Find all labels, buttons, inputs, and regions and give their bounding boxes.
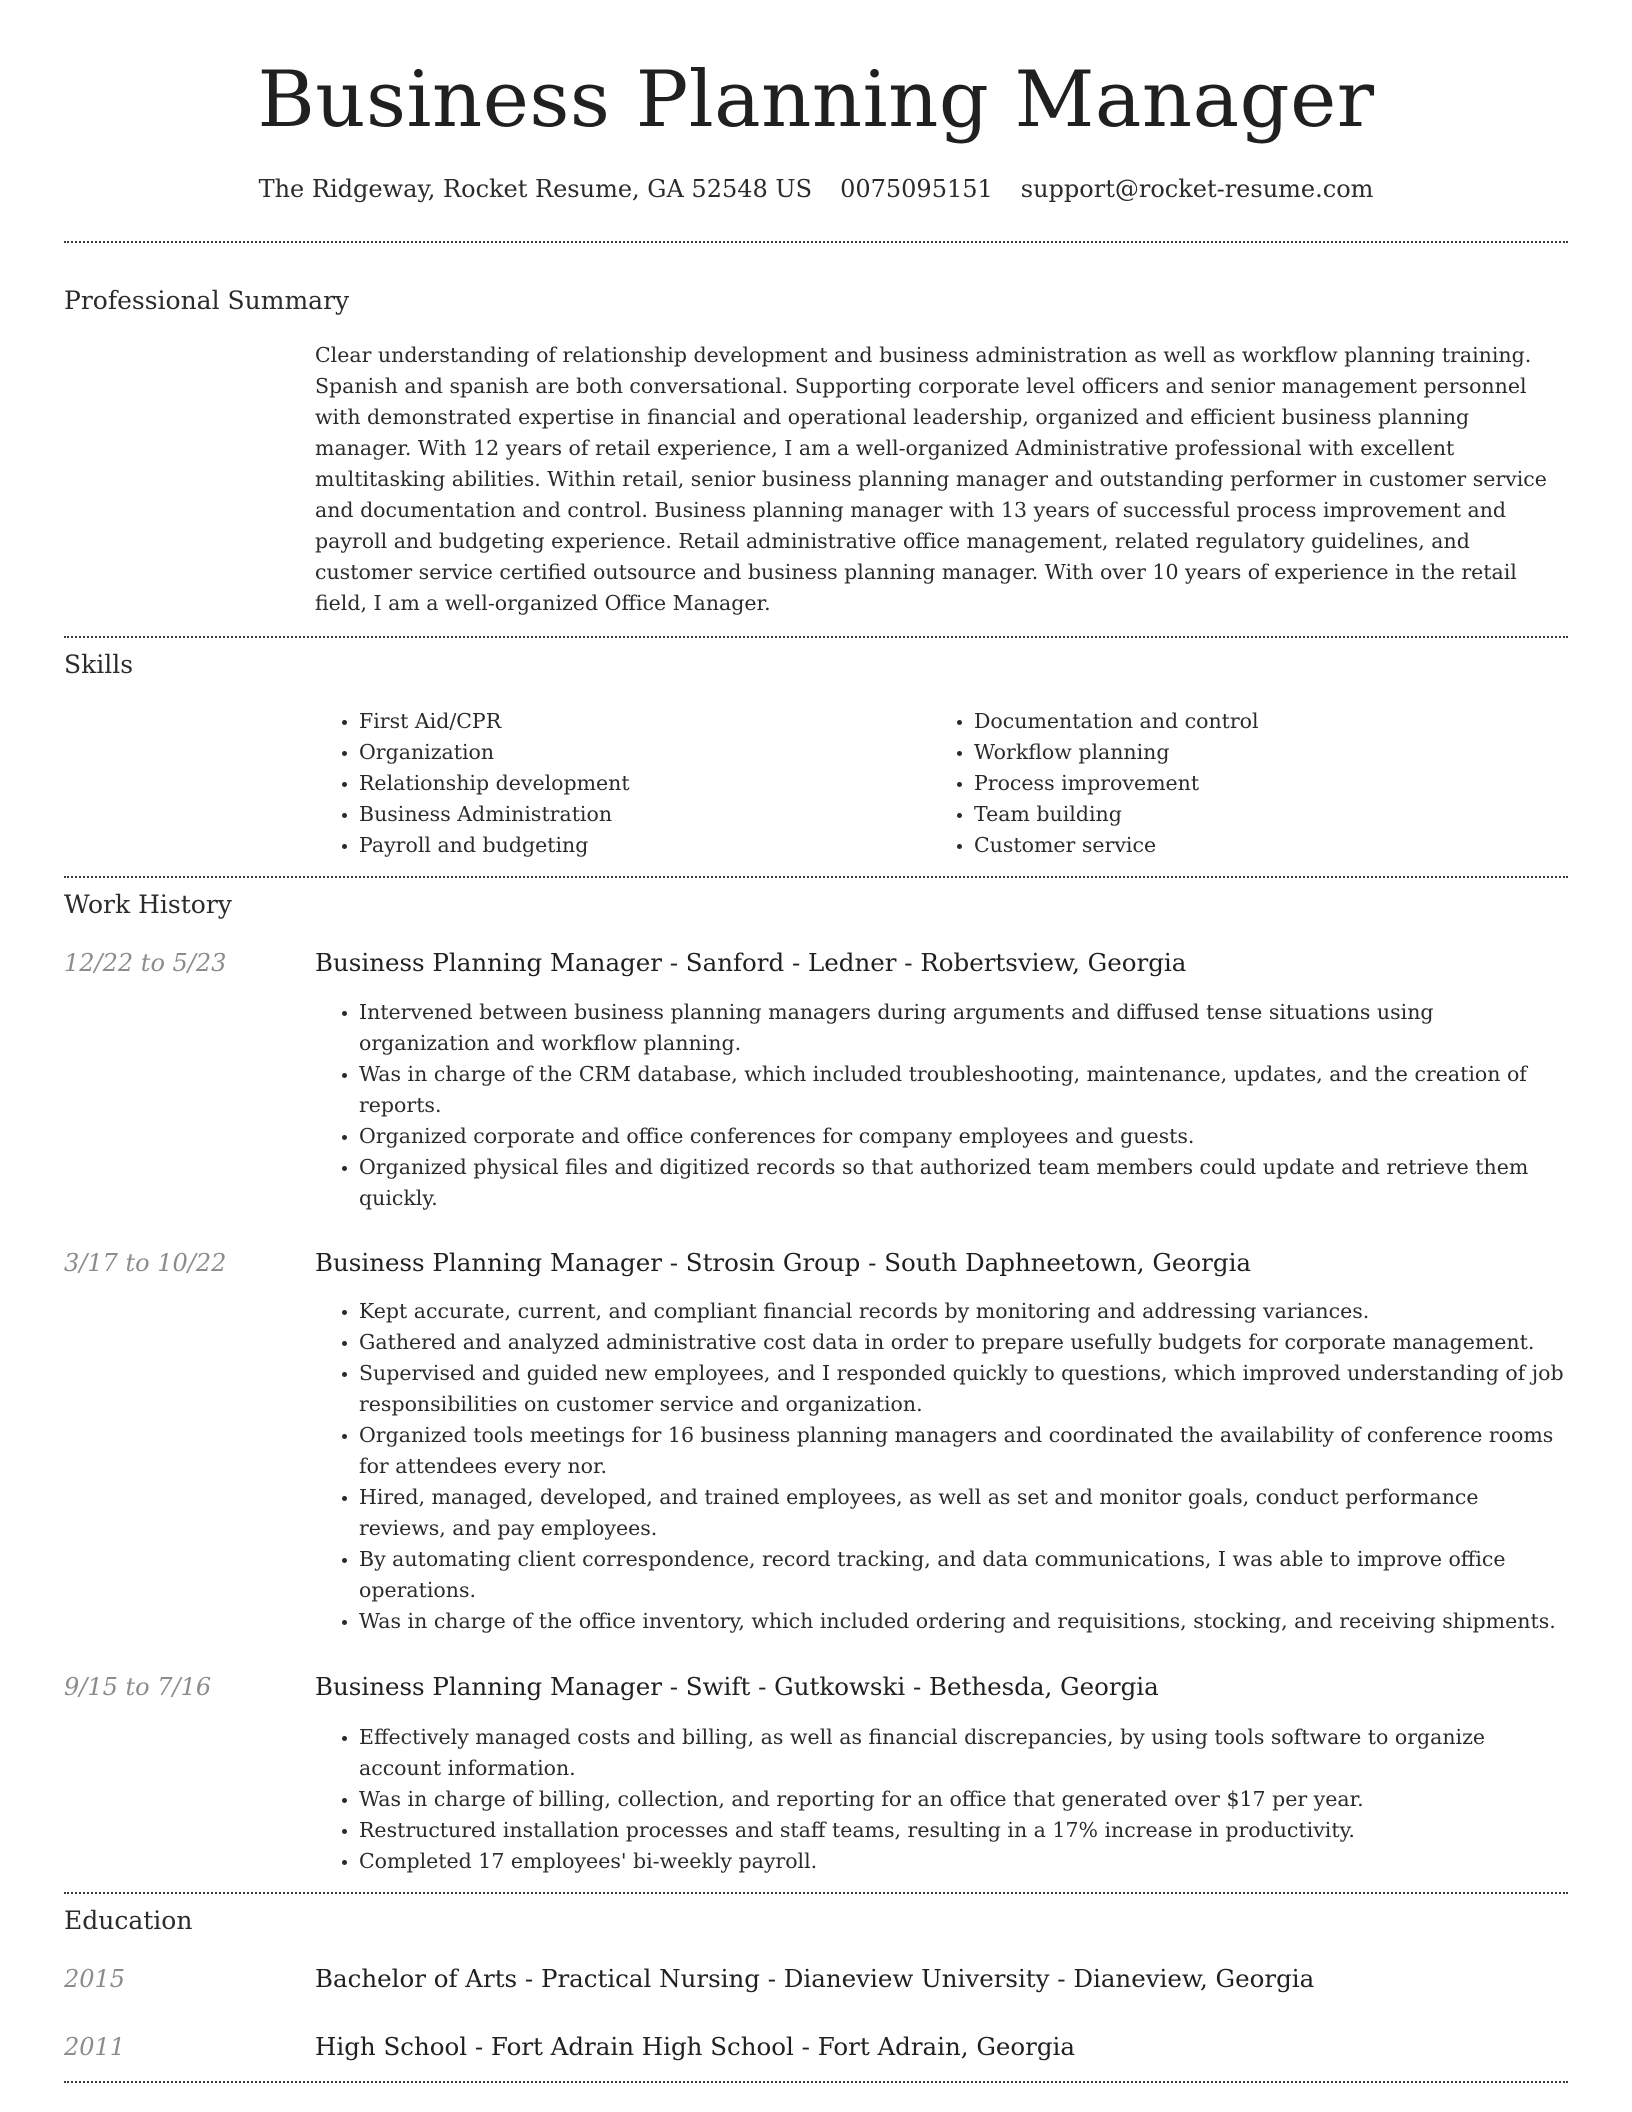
job-heading: Business Planning Manager - Swift - Gutkowski - Bethesda, Georgia	[315, 1672, 1159, 1701]
job-bullet: • Hired, managed, developed, and trained employees, as well as set and monitor goals, conduct performance reviews, and pay employees.	[359, 1482, 1565, 1544]
education-heading: Bachelor of Arts - Practical Nursing - Dianeview University - Dianeview, Georgia	[315, 1964, 1315, 1993]
divider	[64, 2081, 1568, 2083]
summary-text: Clear understanding of relationship development and business administration as well as workflow planning training. Spanish and spanish are both conversational. Supporting corporate level officers and senior management personnel with demonstrated expertise in financial and operational leadership, organized and efficient business planning manager. With 12 years of retail experience, I am a well-organized Administrative professional with excellent multitasking abilities. Within retail, senior business planning manager and outstanding performer in customer service and documentation and control. Business planning manager with 13 years of successful process improvement and payroll and budgeting experience. Retail administrative office management, related regulatory guidelines, and customer service certified outsource and business planning manager. With over 10 years of experience in the retail field, I am a well-organized Office Manager.	[315, 343, 1547, 615]
skills-list-left	[315, 706, 915, 861]
skill-item: • First Aid/CPR	[359, 706, 915, 737]
skill-item: • Relationship development	[359, 768, 915, 799]
job-bullet: • Organized corporate and office conferences for company employees and guests.	[359, 1121, 1565, 1152]
job-dates: 3/17 to 10/22	[64, 1249, 227, 1277]
job-bullet: • Organized tools meetings for 16 business planning managers and coordinated the availability of conference rooms for attendees every nor.	[359, 1420, 1565, 1482]
job-dates: 9/15 to 7/16	[64, 1673, 212, 1701]
job-bullets	[315, 1296, 1565, 1637]
job-bullets	[315, 1722, 1565, 1877]
divider	[64, 1892, 1568, 1894]
job-bullet: • Was in charge of the CRM database, which included troubleshooting, maintenance, updates, and the creation of reports.	[359, 1059, 1565, 1121]
job-heading: Business Planning Manager - Strosin Group - South Daphneetown, Georgia	[315, 1248, 1252, 1277]
education-year: 2011	[64, 2033, 126, 2061]
section-title-education: Education	[64, 1906, 193, 1935]
job-bullet: • Gathered and analyzed administrative cost data in order to prepare usefully budgets for corporate management.	[359, 1327, 1565, 1358]
job-heading: Business Planning Manager - Sanford - Ledner - Robertsview, Georgia	[315, 948, 1187, 977]
divider	[64, 241, 1568, 243]
contact-phone: 0075095151	[840, 175, 993, 203]
job-bullets	[315, 997, 1565, 1214]
divider	[64, 876, 1568, 878]
contact-address: The Ridgeway, Rocket Resume, GA 52548 US	[258, 175, 813, 203]
skill-item: • Organization	[359, 737, 915, 768]
job-bullet: • Was in charge of billing, collection, and reporting for an office that generated over $17 per year.	[359, 1784, 1565, 1815]
skill-item: • Process improvement	[974, 768, 1530, 799]
divider	[64, 636, 1568, 638]
job-bullet: • By automating client correspondence, record tracking, and data communications, I was able to improve office operations.	[359, 1544, 1565, 1606]
job-bullet: • Was in charge of the office inventory, which included ordering and requisitions, stocking, and receiving shipments.	[359, 1606, 1565, 1637]
section-title-work: Work History	[64, 890, 232, 919]
education-heading: High School - Fort Adrain High School - Fort Adrain, Georgia	[315, 2032, 1076, 2061]
section-title-skills: Skills	[64, 650, 134, 679]
job-bullet: • Supervised and guided new employees, and I responded quickly to questions, which improved understanding of job responsibilities on customer service and organization.	[359, 1358, 1565, 1420]
job-bullet: • Organized physical files and digitized records so that authorized team members could update and retrieve them quickly.	[359, 1152, 1565, 1214]
skill-item: • Payroll and budgeting	[359, 830, 915, 861]
job-bullet: • Kept accurate, current, and compliant financial records by monitoring and addressing variances.	[359, 1296, 1565, 1327]
contact-line	[0, 172, 1632, 206]
skill-item: • Documentation and control	[974, 706, 1530, 737]
skill-item: • Team building	[974, 799, 1530, 830]
education-year: 2015	[64, 1965, 126, 1993]
job-bullet: • Restructured installation processes and staff teams, resulting in a 17% increase in productivity.	[359, 1815, 1565, 1846]
job-bullet: • Completed 17 employees' bi-weekly payroll.	[359, 1846, 1565, 1877]
contact-email: support@rocket-resume.com	[1020, 175, 1374, 203]
skills-list-right	[930, 706, 1530, 861]
resume-name: Business Planning Manager	[257, 55, 1375, 145]
section-title-summary: Professional Summary	[64, 286, 350, 315]
job-bullet: • Intervened between business planning managers during arguments and diffused tense situations using organization and workflow planning.	[359, 997, 1565, 1059]
skill-item: • Business Administration	[359, 799, 915, 830]
job-dates: 12/22 to 5/23	[64, 949, 227, 977]
job-bullet: • Effectively managed costs and billing, as well as financial discrepancies, by using tools software to organize account information.	[359, 1722, 1565, 1784]
skill-item: • Workflow planning	[974, 737, 1530, 768]
skill-item: • Customer service	[974, 830, 1530, 861]
